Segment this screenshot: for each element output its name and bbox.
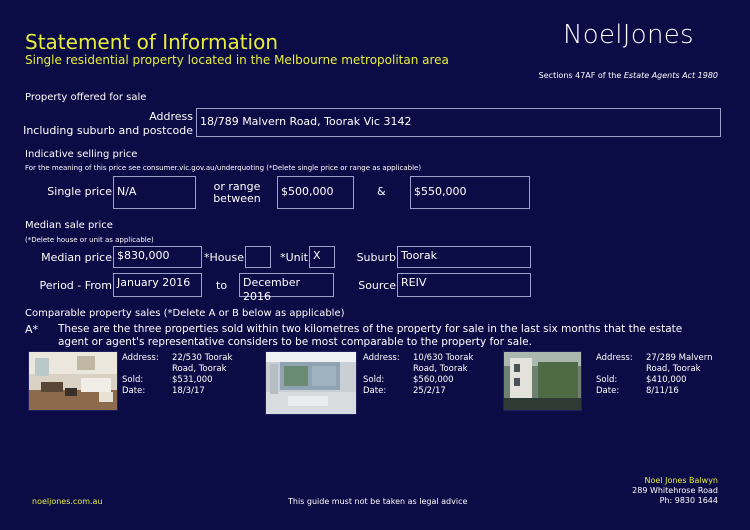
range-label-line-1: or range [213,180,261,193]
comparables-text-line-1: These are the three properties sold within two kilometres of the property for sale in the last six months that the estate [58,323,683,335]
living-room-photo [29,352,117,410]
source-label: Source [358,279,396,292]
comparable-3-date-label: Date: [596,386,620,396]
house-label: *House [204,251,244,264]
range-high-field[interactable]: $550,000 [410,176,530,209]
comparable-3-labels [596,353,633,397]
period-to-field[interactable]: December 2016 [239,273,334,297]
median-price-label: Median price [41,251,112,264]
source-field[interactable]: REIV [397,273,531,297]
legislation-reference [539,71,718,80]
legislation-prefix: Sections 47AF of the [538,71,624,80]
comparable-1-labels [122,353,159,397]
comparable-3-sold: $410,000 [646,375,687,385]
comparable-3-address-2: Road, Toorak [646,364,701,374]
page-subtitle: Single residential property located in the Melbourne metropolitan area [25,53,449,67]
period-from-field[interactable]: January 2016 [113,273,202,297]
comparables-heading: Comparable property sales (*Delete A or B below as applicable) [25,308,345,319]
address-label [20,110,193,138]
range-label [204,181,270,205]
comparable-3-sold-label: Sold: [596,375,618,385]
office-phone: Ph: 9830 1644 [659,496,718,505]
single-price-label: Single price [47,185,112,198]
comparable-2-address-1: 10/630 Toorak [413,353,474,363]
comparable-2-date-label: Date: [363,386,387,396]
range-low-field[interactable]: $500,000 [277,176,354,209]
comparable-2-sold-label: Sold: [363,375,385,385]
comparable-1-address-2: Road, Toorak [172,364,227,374]
suburb-field[interactable]: Toorak [397,246,531,268]
comparable-1-date-label: Date: [122,386,146,396]
website-link[interactable]: noeljones.com.au [32,497,103,506]
comparable-1-sold-label: Sold: [122,375,144,385]
comparable-3-address-label: Address: [596,353,633,363]
period-from-label: Period - From [39,279,112,292]
legislation-act: Estate Agents Act 1980 [623,71,718,80]
brand-logo: NoelJones [563,20,694,50]
period-to-label: to [216,279,228,292]
house-checkbox[interactable] [245,246,271,268]
building-exterior-photo [504,352,581,410]
address-label-line-1: Address [149,110,193,123]
comparable-3-photo [503,351,582,411]
comparable-2-address-2: Road, Toorak [413,364,468,374]
comparable-1-values [172,353,232,397]
office-street: 289 Whitehrose Road [632,486,718,495]
comparables-marker: A* [25,323,39,336]
median-note: (*Delete house or unit as applicable) [25,236,154,244]
range-ampersand: & [377,185,386,198]
comparable-3-address-1: 27/289 Malvern [646,353,713,363]
comparable-3-values [646,353,713,397]
price-note: For the meaning of this price see consumer.vic.gov.au/underquoting (*Delete single price or range as applicable) [25,164,422,172]
comparables-text [58,323,738,349]
range-label-line-2: between [213,192,261,205]
comparable-1-address-1: 22/530 Toorak [172,353,233,363]
median-heading: Median sale price [25,220,113,231]
page-title: Statement of Information [25,30,279,54]
comparables-text-line-2: agent or agent's representative considers to be most comparable to the property for sale. [58,336,532,348]
office-details [632,476,718,506]
comparable-1-sold: $531,000 [172,375,213,385]
comparable-3-date: 8/11/16 [646,386,679,396]
unit-label: *Unit [280,251,308,264]
comparable-2-address-label: Address: [363,353,400,363]
office-name: Noel Jones Balwyn [644,476,718,485]
comparable-2-labels [363,353,400,397]
comparable-1-date: 18/3/17 [172,386,205,396]
comparable-2-photo [265,351,357,415]
property-heading: Property offered for sale [25,92,147,103]
comparable-2-sold: $560,000 [413,375,454,385]
suburb-label: Suburb [356,251,396,264]
balcony-photo [266,352,356,414]
unit-checkbox[interactable]: X [309,246,335,268]
comparable-2-values [413,353,473,397]
comparable-2-date: 25/2/17 [413,386,446,396]
median-price-field[interactable]: $830,000 [113,246,202,268]
comparable-1-photo [28,351,118,411]
legal-disclaimer: This guide must not be taken as legal advice [288,497,468,506]
comparable-1-address-label: Address: [122,353,159,363]
price-heading: Indicative selling price [25,149,138,160]
address-label-line-2: Including suburb and postcode [23,124,193,137]
address-field[interactable]: 18/789 Malvern Road, Toorak Vic 3142 [196,108,721,137]
single-price-field[interactable]: N/A [113,176,196,209]
